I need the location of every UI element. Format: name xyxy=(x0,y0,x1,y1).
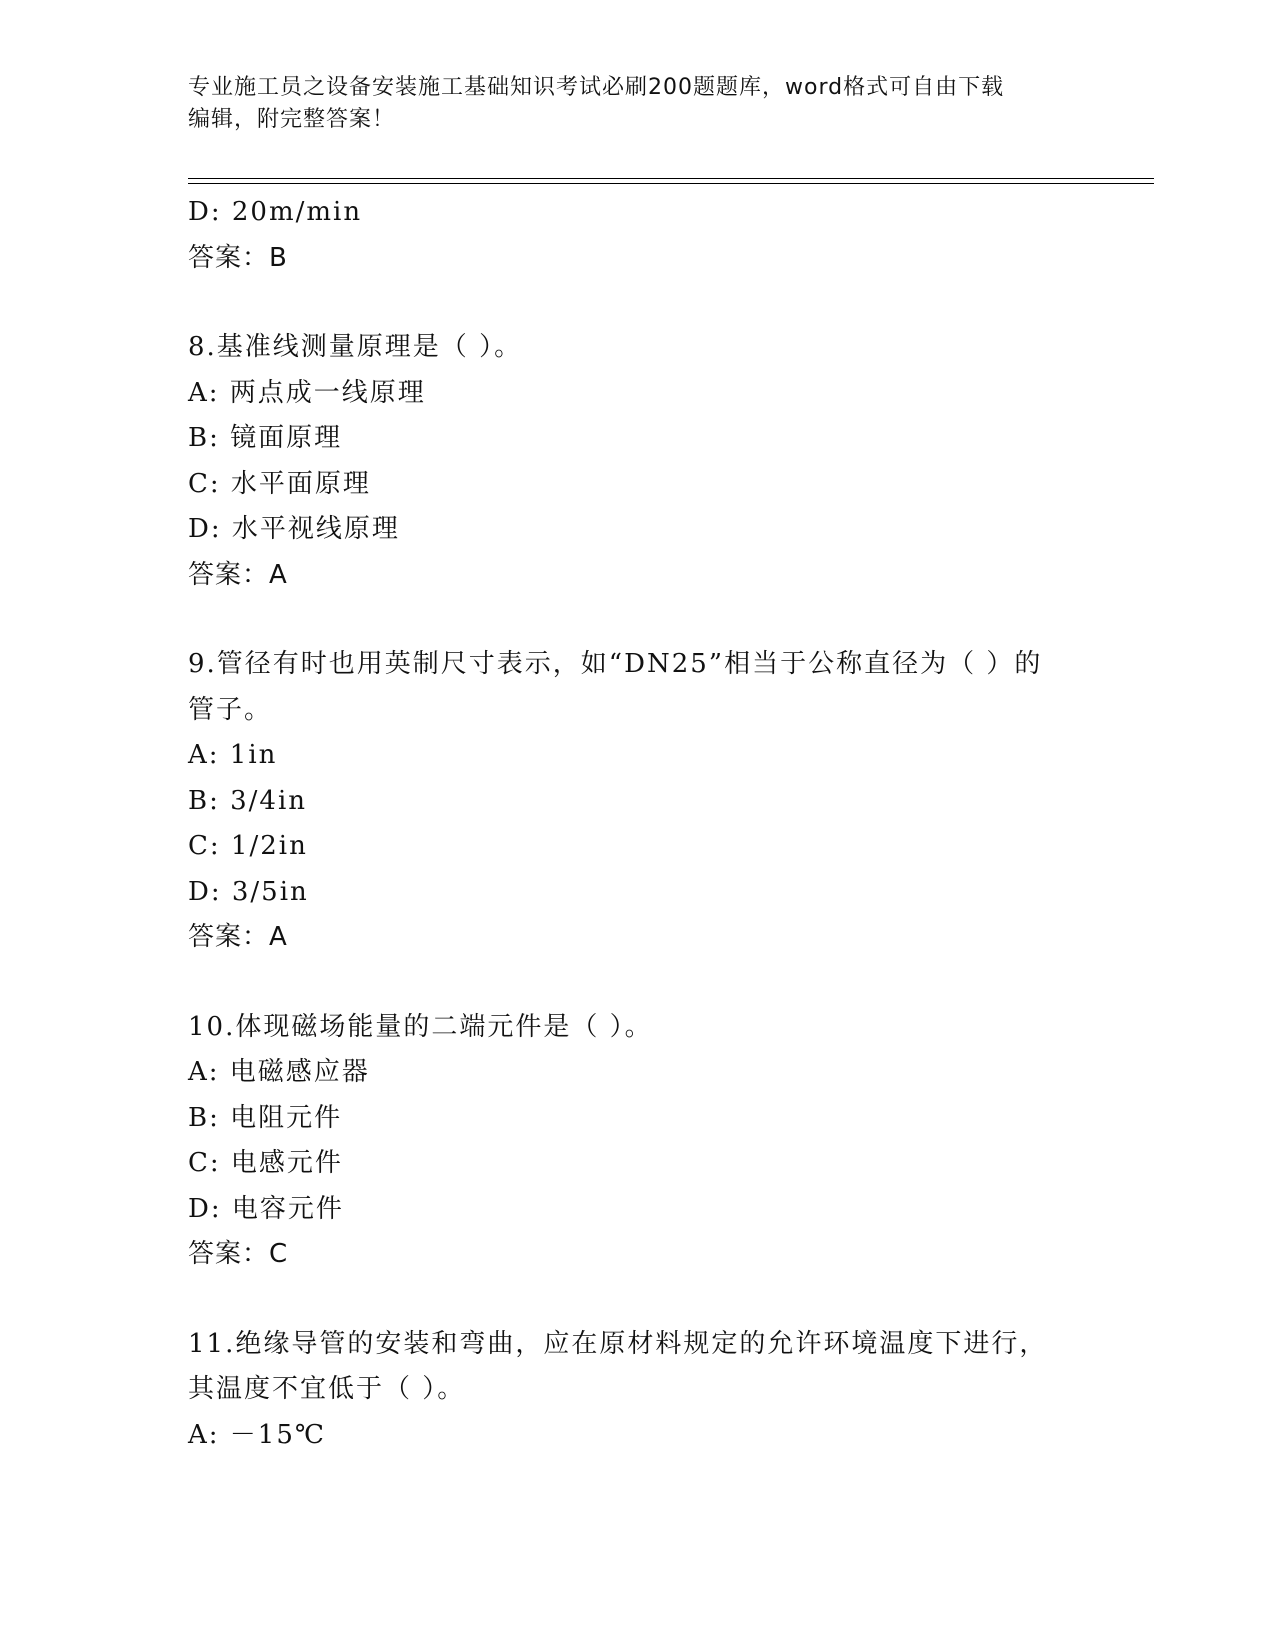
header-title-line-2: 编辑，附完整答案！ xyxy=(188,107,396,132)
option-b: B: 3/4in xyxy=(188,785,308,816)
option-a: A: 电磁感应器 xyxy=(188,1057,370,1087)
option-b: B: 电阻元件 xyxy=(188,1102,343,1133)
question-answer: 答案：A xyxy=(188,922,288,952)
option-a: A: 两点成一线原理 xyxy=(188,377,426,408)
question-11 xyxy=(188,1322,1088,1459)
option-c: C: 电感元件 xyxy=(188,1148,343,1178)
option-c: C: 1/2in xyxy=(188,831,308,861)
header-divider-top xyxy=(188,178,1154,179)
question-answer: 答案：C xyxy=(188,1239,289,1269)
option-d: D: 3/5in xyxy=(188,876,309,907)
option-a: A: 1in xyxy=(188,740,278,770)
question-list xyxy=(188,190,1088,1458)
prev-question-option-d: D: 20m/min xyxy=(188,197,363,227)
option-d: D: 电容元件 xyxy=(188,1193,344,1224)
question-stem-line-2: 管子。 xyxy=(188,694,273,725)
header-title-line-1: 专业施工员之设备安装施工基础知识考试必刷200题题库，word格式可自由下载 xyxy=(188,75,1005,100)
question-8 xyxy=(188,325,1088,598)
header-divider-bottom xyxy=(188,183,1154,184)
question-answer: 答案：A xyxy=(188,559,288,590)
question-9 xyxy=(188,642,1088,961)
question-stem-line-2: 其温度不宜低于（ ）。 xyxy=(188,1374,466,1404)
question-10 xyxy=(188,1005,1088,1278)
option-b: B: 镜面原理 xyxy=(188,423,343,453)
document-header xyxy=(188,72,1068,136)
prev-question-answer: 答案：B xyxy=(188,242,288,273)
question-stem: 10.体现磁场能量的二端元件是（ ）。 xyxy=(188,1011,653,1042)
question-stem-line-1: 11.绝缘导管的安装和弯曲，应在原材料规定的允许环境温度下进行， xyxy=(188,1328,1048,1359)
option-d: D: 水平视线原理 xyxy=(188,514,400,544)
option-a: A: －15℃ xyxy=(188,1419,326,1450)
question-stem-line-1: 9.管径有时也用英制尺寸表示，如“DN25”相当于公称直径为（ ）的 xyxy=(188,649,1043,679)
option-c: C: 水平面原理 xyxy=(188,468,371,499)
question-stem: 8.基准线测量原理是（ ）。 xyxy=(188,332,523,362)
